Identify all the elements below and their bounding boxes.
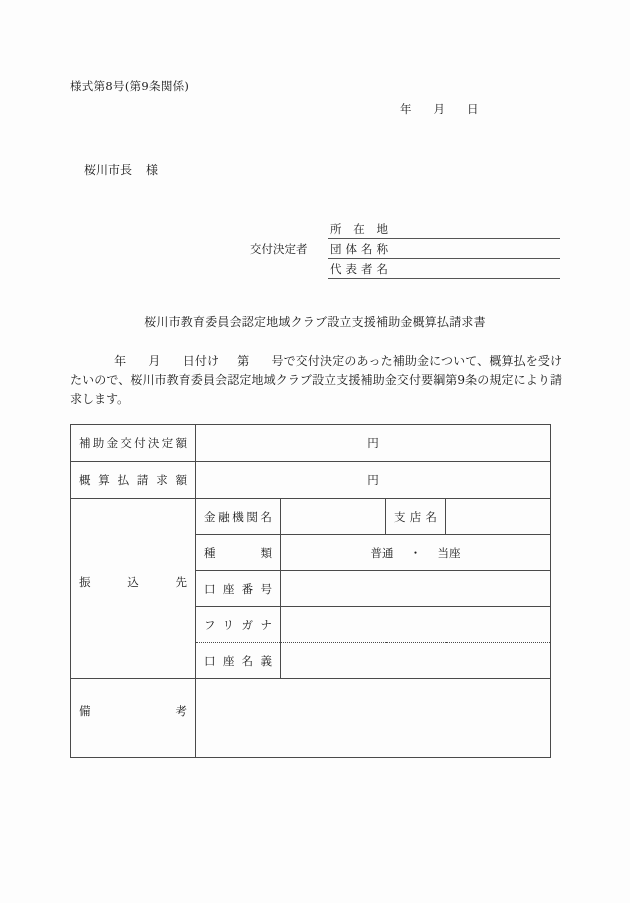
claim-table [70,424,551,758]
account-holder-value[interactable] [281,643,551,679]
field-organization-name[interactable] [328,239,560,259]
addressee-honorific: 様 [146,163,159,177]
addressee [84,161,158,178]
account-type-separator: ・ [409,545,422,560]
applicant-label: 交付決定者 [250,242,308,256]
table-row-remarks [71,679,551,758]
addressee-name: 桜川市長 [84,163,133,177]
claim-amount-label: 概算払請求額 [71,462,196,499]
field-representative-name[interactable] [328,259,560,279]
date-line [400,101,479,117]
branch-name-label: 支店名 [386,499,446,535]
field-address[interactable] [328,219,560,239]
account-type-label: 種類 [196,535,281,571]
furigana-value[interactable] [281,607,551,643]
account-type-option-ordinary[interactable]: 普通 [370,545,394,560]
body-line3: より請求します。 [70,373,562,406]
decided-amount-label: 補助金交付決定額 [71,425,196,462]
bank-name-label: 金融機関名 [196,499,281,535]
furigana-label: フリガナ [196,607,281,643]
body-line2: を受けたいので、桜川市教育委員会認定地域クラブ設立支援補助金交付要綱第9条の規定に [70,354,562,387]
date-day: 日 [467,102,479,116]
field-representative-name-label: 代表者名 [330,262,388,276]
body-month: 月 [148,354,161,368]
body-line1-rest: 号で交付決定のあった補助金について、概算払 [271,354,526,368]
body-dai: 第 [237,354,250,368]
decided-amount-value[interactable]: 円 [196,425,551,462]
bank-name-value[interactable] [281,499,386,535]
account-number-label: 口座番号 [196,571,281,607]
table-row-bank-name [71,499,551,535]
page-title: 桜川市教育委員会認定地域クラブ設立支援補助金概算払請求書 [144,315,486,329]
remarks-value[interactable] [196,679,551,758]
account-number-value[interactable] [281,571,551,607]
transfer-destination-label: 振込先 [71,499,196,679]
branch-name-value[interactable] [446,499,551,535]
form-number: 様式第8号(第9条関係) [70,79,190,93]
table-row-claim-amount [71,462,551,499]
table-row-decided-amount [71,425,551,462]
account-holder-label: 口座名義 [196,643,281,679]
applicant-fields [328,219,560,279]
field-organization-name-label: 団体名称 [330,242,388,256]
field-address-label: 所 在 地 [330,222,388,236]
claim-amount-value[interactable]: 円 [196,462,551,499]
remarks-label: 備考 [71,679,196,758]
body-dayfuke: 日付け [182,354,220,368]
account-type-option-current[interactable]: 当座 [437,545,461,560]
date-year: 年 [400,102,412,116]
body-paragraph [70,352,562,409]
account-type-options[interactable] [281,535,551,571]
date-month: 月 [433,102,445,116]
body-year: 年 [114,354,127,368]
